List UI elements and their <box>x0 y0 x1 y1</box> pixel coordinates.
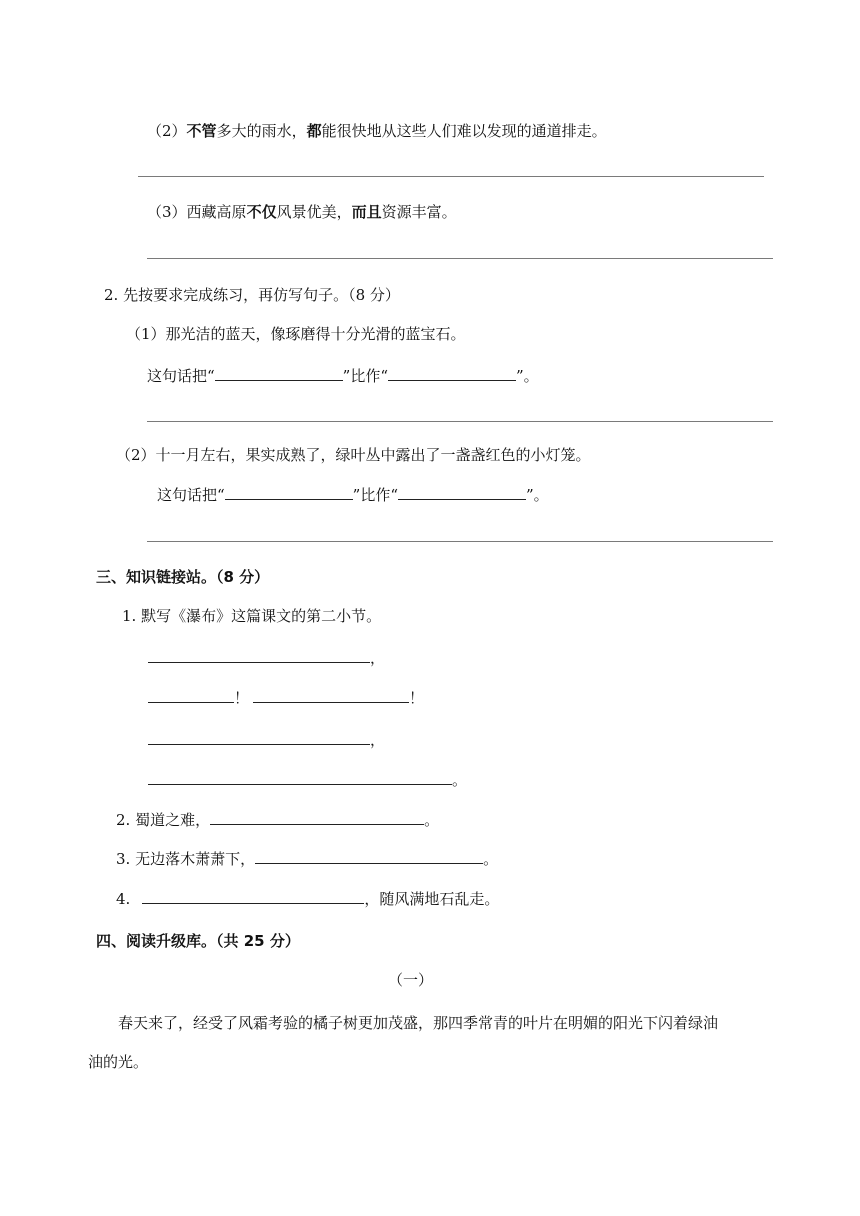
section-3-title: 三、知识链接站。（8 分） <box>96 568 270 586</box>
prompt-text: ，随风满地石乱走。 <box>364 890 500 908</box>
prompt-text: ”比作“ <box>352 486 399 504</box>
keyword: 不仅 <box>246 203 277 221</box>
punctuation: 。 <box>483 850 499 868</box>
fill-blank[interactable] <box>255 849 483 864</box>
fill-blank[interactable] <box>148 730 370 745</box>
fill-blank[interactable] <box>215 366 343 381</box>
fill-blank[interactable] <box>225 485 353 500</box>
fill-blank[interactable] <box>210 810 424 825</box>
dictation-line-4 <box>148 770 467 790</box>
sentence-text: 能很快地从这些人们难以发现的通道排走。 <box>321 122 607 140</box>
dictation-line-1 <box>148 648 385 668</box>
dictation-line-3 <box>148 730 385 750</box>
punctuation: 。 <box>424 811 440 829</box>
passage-line-1: 春天来了，经受了风霜考验的橘子树更加茂盛，那四季常青的叶片在明媚的阳光下闪着绿油 <box>118 1014 719 1032</box>
keyword: 而且 <box>351 203 382 221</box>
fill-blank[interactable] <box>398 485 526 500</box>
item-number: （3） <box>147 203 187 221</box>
punctuation: ！ <box>234 689 250 707</box>
prompt-text: ”。 <box>516 367 539 385</box>
fill-blank[interactable] <box>253 688 409 703</box>
sentence-text: 多大的雨水， <box>216 122 307 140</box>
prompt-text: 3. 无边落木萧萧下， <box>116 850 256 868</box>
simile-fill-1 <box>147 366 539 386</box>
prompt-text: 2. 蜀道之难， <box>116 811 211 829</box>
fill-blank[interactable] <box>148 770 452 785</box>
punctuation: ！ <box>409 689 425 707</box>
prompt-text: 4. <box>116 890 131 908</box>
fill-blank[interactable] <box>388 366 516 381</box>
keyword: 都 <box>306 122 322 140</box>
section-4-title: 四、阅读升级库。（共 25 分） <box>96 932 300 950</box>
passage-line-2: 油的光。 <box>88 1053 149 1071</box>
punctuation: 。 <box>452 771 468 789</box>
answer-line[interactable] <box>147 258 773 259</box>
prompt-text: 这句话把“ <box>157 486 225 504</box>
section-3-q3 <box>116 849 498 869</box>
sentence-text: 风景优美， <box>276 203 352 221</box>
sentence-text: 资源丰富。 <box>381 203 457 221</box>
dictation-line-2 <box>148 688 424 708</box>
prompt-text: 这句话把“ <box>147 367 215 385</box>
question-2-item-2: （2）十一月左右，果实成熟了，绿叶丛中露出了一盏盏红色的小灯笼。 <box>116 446 591 464</box>
fill-blank[interactable] <box>148 688 234 703</box>
sentence-2 <box>147 121 607 141</box>
fill-blank[interactable] <box>142 889 364 904</box>
sentence-3 <box>147 202 457 222</box>
prompt-text: ”。 <box>526 486 549 504</box>
answer-line[interactable] <box>147 541 773 542</box>
punctuation: ， <box>370 649 386 667</box>
prompt-text: ”比作“ <box>342 367 389 385</box>
section-3-q2 <box>116 810 439 830</box>
punctuation: ， <box>370 731 386 749</box>
item-number: （2） <box>147 122 187 140</box>
section-3-q1: 1. 默写《瀑布》这篇课文的第二小节。 <box>122 607 382 625</box>
question-2-item-1: （1）那光洁的蓝天，像琢磨得十分光滑的蓝宝石。 <box>126 325 466 343</box>
answer-line[interactable] <box>138 176 764 177</box>
keyword: 不管 <box>186 122 217 140</box>
section-3-q4 <box>116 889 499 909</box>
answer-line[interactable] <box>147 421 773 422</box>
fill-blank[interactable] <box>148 648 370 663</box>
question-2-title: 2. 先按要求完成练习，再仿写句子。（8 分） <box>104 286 400 304</box>
passage-part-label: （一） <box>388 971 434 989</box>
simile-fill-2 <box>157 485 549 505</box>
sentence-text: 西藏高原 <box>186 203 247 221</box>
